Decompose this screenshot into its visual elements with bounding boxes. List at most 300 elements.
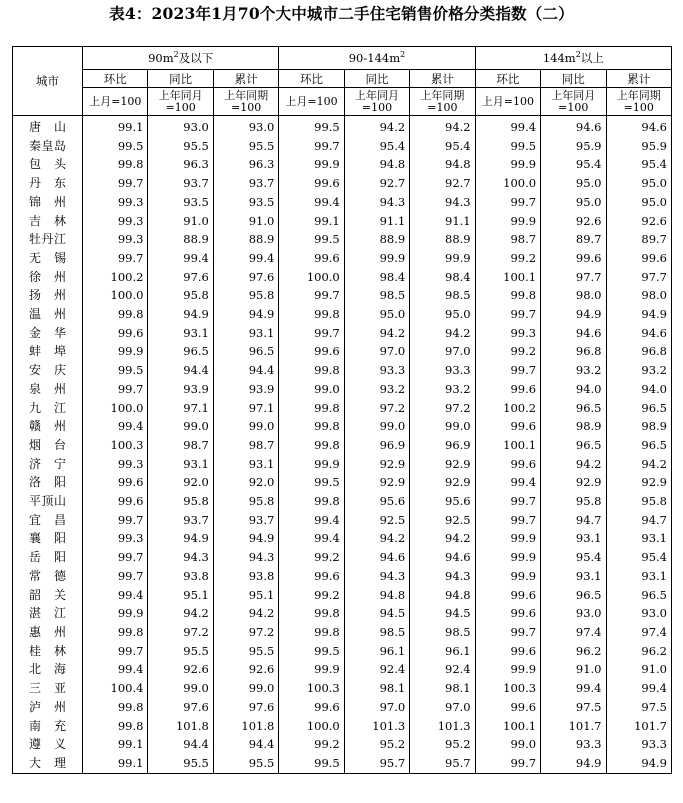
value-cell: 98.4 (410, 268, 475, 287)
value-cell: 99.9 (475, 567, 540, 586)
table-row (13, 679, 672, 698)
value-cell: 97.4 (541, 623, 606, 642)
value-cell: 99.9 (475, 155, 540, 174)
value-cell: 99.8 (279, 417, 344, 436)
value-cell: 96.5 (541, 399, 606, 418)
table-row (13, 324, 672, 343)
value-cell: 95.4 (541, 548, 606, 567)
value-cell: 99.7 (475, 511, 540, 530)
value-cell: 97.6 (213, 698, 278, 717)
table-row (13, 455, 672, 474)
sub-header: 累计 (213, 70, 278, 88)
value-cell: 100.0 (83, 399, 148, 418)
value-cell: 99.9 (410, 249, 475, 268)
value-cell: 95.8 (213, 286, 278, 305)
value-cell: 101.8 (213, 717, 278, 736)
value-cell: 98.5 (344, 623, 409, 642)
city-cell: 桂林 (13, 642, 83, 661)
value-cell: 95.9 (606, 137, 672, 156)
value-cell: 94.2 (410, 116, 475, 137)
value-cell: 92.6 (606, 212, 672, 231)
value-cell: 93.1 (213, 324, 278, 343)
sub-header: 累计 (410, 70, 475, 88)
value-cell: 99.8 (279, 623, 344, 642)
value-cell: 88.9 (148, 230, 213, 249)
value-cell: 99.0 (410, 417, 475, 436)
value-cell: 99.6 (279, 567, 344, 586)
value-cell: 88.9 (344, 230, 409, 249)
value-cell: 99.5 (279, 230, 344, 249)
city-cell: 烟台 (13, 436, 83, 455)
value-cell: 97.6 (213, 268, 278, 287)
value-cell: 92.7 (410, 174, 475, 193)
city-cell: 洛阳 (13, 473, 83, 492)
value-cell: 98.5 (344, 286, 409, 305)
value-cell: 92.0 (148, 473, 213, 492)
value-cell: 99.0 (344, 417, 409, 436)
value-cell: 99.9 (475, 212, 540, 231)
table-row (13, 511, 672, 530)
value-cell: 93.3 (344, 361, 409, 380)
value-cell: 96.8 (606, 342, 672, 361)
value-cell: 98.5 (410, 623, 475, 642)
value-cell: 94.9 (606, 754, 672, 773)
table-row (13, 642, 672, 661)
value-cell: 94.7 (541, 511, 606, 530)
value-cell: 99.6 (475, 604, 540, 623)
value-cell: 92.6 (148, 660, 213, 679)
value-cell: 99.7 (475, 305, 540, 324)
value-cell: 94.9 (148, 529, 213, 548)
value-cell: 92.5 (344, 511, 409, 530)
value-cell: 99.4 (83, 417, 148, 436)
base-header: 上年同期=100 (606, 88, 672, 116)
value-cell: 96.5 (606, 586, 672, 605)
value-cell: 95.7 (344, 754, 409, 773)
value-cell: 99.6 (83, 324, 148, 343)
city-cell: 岳阳 (13, 548, 83, 567)
value-cell: 95.8 (148, 286, 213, 305)
value-cell: 100.1 (475, 268, 540, 287)
value-cell: 99.9 (344, 249, 409, 268)
city-cell: 无锡 (13, 249, 83, 268)
value-cell: 94.9 (541, 754, 606, 773)
table-row (13, 249, 672, 268)
value-cell: 94.3 (410, 567, 475, 586)
value-cell: 99.6 (475, 380, 540, 399)
value-cell: 88.9 (213, 230, 278, 249)
sub-header: 环比 (83, 70, 148, 88)
value-cell: 99.7 (83, 548, 148, 567)
table-body (13, 116, 672, 774)
value-cell: 95.5 (148, 642, 213, 661)
value-cell: 99.4 (83, 586, 148, 605)
value-cell: 91.0 (213, 212, 278, 231)
value-cell: 93.7 (213, 511, 278, 530)
value-cell: 99.0 (213, 679, 278, 698)
value-cell: 95.0 (541, 174, 606, 193)
value-cell: 95.0 (606, 193, 672, 212)
value-cell: 96.5 (541, 586, 606, 605)
value-cell: 97.1 (148, 399, 213, 418)
value-cell: 101.8 (148, 717, 213, 736)
value-cell: 91.1 (344, 212, 409, 231)
value-cell: 94.2 (410, 324, 475, 343)
table-row (13, 380, 672, 399)
value-cell: 95.6 (344, 492, 409, 511)
value-cell: 92.9 (344, 455, 409, 474)
value-cell: 94.9 (541, 305, 606, 324)
value-cell: 99.8 (83, 698, 148, 717)
value-cell: 94.9 (213, 305, 278, 324)
value-cell: 92.6 (213, 660, 278, 679)
base-header: 上年同月=100 (148, 88, 213, 116)
city-cell: 吉林 (13, 212, 83, 231)
value-cell: 93.2 (410, 380, 475, 399)
value-cell: 99.7 (475, 492, 540, 511)
value-cell: 92.9 (606, 473, 672, 492)
value-cell: 97.7 (606, 268, 672, 287)
value-cell: 95.4 (541, 155, 606, 174)
value-cell: 95.5 (148, 754, 213, 773)
value-cell: 99.6 (83, 473, 148, 492)
value-cell: 100.1 (475, 436, 540, 455)
value-cell: 93.7 (148, 511, 213, 530)
table-row (13, 212, 672, 231)
value-cell: 99.4 (279, 529, 344, 548)
value-cell: 93.1 (148, 455, 213, 474)
value-cell: 92.6 (541, 212, 606, 231)
city-cell: 温州 (13, 305, 83, 324)
value-cell: 99.7 (475, 361, 540, 380)
value-cell: 99.8 (83, 623, 148, 642)
value-cell: 97.0 (410, 698, 475, 717)
value-cell: 99.8 (279, 436, 344, 455)
value-cell: 98.5 (410, 286, 475, 305)
value-cell: 93.1 (213, 455, 278, 474)
value-cell: 101.3 (410, 717, 475, 736)
city-cell: 襄阳 (13, 529, 83, 548)
sub-header: 环比 (475, 70, 540, 88)
value-cell: 99.8 (83, 717, 148, 736)
value-cell: 99.6 (279, 342, 344, 361)
value-cell: 99.4 (279, 193, 344, 212)
value-cell: 99.9 (83, 342, 148, 361)
value-cell: 94.3 (213, 548, 278, 567)
value-cell: 94.0 (541, 380, 606, 399)
table-row (13, 286, 672, 305)
table-row (13, 473, 672, 492)
value-cell: 99.8 (279, 361, 344, 380)
value-cell: 95.5 (213, 642, 278, 661)
value-cell: 95.7 (410, 754, 475, 773)
value-cell: 99.6 (541, 249, 606, 268)
city-cell: 扬州 (13, 286, 83, 305)
value-cell: 94.6 (606, 116, 672, 137)
value-cell: 96.9 (410, 436, 475, 455)
value-cell: 94.2 (606, 455, 672, 474)
value-cell: 93.1 (541, 529, 606, 548)
city-cell: 金华 (13, 324, 83, 343)
value-cell: 96.5 (606, 399, 672, 418)
value-cell: 98.7 (148, 436, 213, 455)
value-cell: 95.2 (410, 735, 475, 754)
city-cell: 三亚 (13, 679, 83, 698)
value-cell: 100.0 (475, 174, 540, 193)
value-cell: 97.1 (213, 399, 278, 418)
value-cell: 95.0 (410, 305, 475, 324)
value-cell: 95.2 (344, 735, 409, 754)
value-cell: 94.4 (148, 361, 213, 380)
group-header-large: $144m^2$以上 (475, 47, 671, 70)
value-cell: 95.8 (148, 492, 213, 511)
value-cell: 95.4 (344, 137, 409, 156)
value-cell: 96.1 (344, 642, 409, 661)
value-cell: 99.2 (279, 586, 344, 605)
value-cell: 99.6 (83, 492, 148, 511)
city-cell: 济宁 (13, 455, 83, 474)
city-cell: 常德 (13, 567, 83, 586)
value-cell: 98.7 (475, 230, 540, 249)
table-row (13, 548, 672, 567)
value-cell: 99.7 (475, 623, 540, 642)
value-cell: 99.3 (83, 212, 148, 231)
value-cell: 101.7 (606, 717, 672, 736)
value-cell: 99.7 (83, 511, 148, 530)
city-cell: 锦州 (13, 193, 83, 212)
value-cell: 89.7 (606, 230, 672, 249)
base-header: 上年同期=100 (410, 88, 475, 116)
value-cell: 99.3 (83, 193, 148, 212)
table-row (13, 492, 672, 511)
city-cell: 九江 (13, 399, 83, 418)
value-cell: 98.7 (213, 436, 278, 455)
value-cell: 97.5 (541, 698, 606, 717)
table-row (13, 698, 672, 717)
value-cell: 99.1 (83, 754, 148, 773)
value-cell: 94.8 (344, 155, 409, 174)
table-row (13, 717, 672, 736)
value-cell: 99.7 (279, 286, 344, 305)
value-cell: 93.3 (541, 735, 606, 754)
value-cell: 99.6 (279, 174, 344, 193)
value-cell: 101.7 (541, 717, 606, 736)
city-cell: 秦皇岛 (13, 137, 83, 156)
value-cell: 96.8 (541, 342, 606, 361)
value-cell: 99.7 (279, 324, 344, 343)
value-cell: 94.4 (213, 361, 278, 380)
value-cell: 96.2 (541, 642, 606, 661)
value-cell: 94.2 (213, 604, 278, 623)
value-cell: 93.8 (213, 567, 278, 586)
value-cell: 92.9 (344, 473, 409, 492)
table-row (13, 623, 672, 642)
city-cell: 韶关 (13, 586, 83, 605)
city-cell: 北海 (13, 660, 83, 679)
sub-header: 同比 (541, 70, 606, 88)
value-cell: 99.0 (148, 679, 213, 698)
value-cell: 99.9 (475, 548, 540, 567)
value-cell: 93.8 (148, 567, 213, 586)
table-row (13, 342, 672, 361)
value-cell: 99.4 (279, 511, 344, 530)
value-cell: 94.4 (213, 735, 278, 754)
value-cell: 94.6 (410, 548, 475, 567)
value-cell: 99.2 (279, 548, 344, 567)
value-cell: 100.4 (83, 679, 148, 698)
value-cell: 93.5 (148, 193, 213, 212)
value-cell: 93.5 (213, 193, 278, 212)
value-cell: 94.3 (148, 548, 213, 567)
table-row (13, 268, 672, 287)
table-row (13, 754, 672, 773)
value-cell: 99.4 (606, 679, 672, 698)
value-cell: 91.0 (148, 212, 213, 231)
value-cell: 89.7 (541, 230, 606, 249)
value-cell: 97.7 (541, 268, 606, 287)
value-cell: 99.9 (475, 529, 540, 548)
value-cell: 96.1 (410, 642, 475, 661)
table-row (13, 399, 672, 418)
base-header: 上年同期=100 (213, 88, 278, 116)
value-cell: 99.7 (279, 137, 344, 156)
value-cell: 99.1 (83, 735, 148, 754)
value-cell: 91.0 (606, 660, 672, 679)
value-cell: 99.1 (279, 212, 344, 231)
value-cell: 93.7 (213, 174, 278, 193)
value-cell: 91.0 (541, 660, 606, 679)
value-cell: 100.3 (279, 679, 344, 698)
value-cell: 99.9 (279, 455, 344, 474)
value-cell: 92.0 (213, 473, 278, 492)
value-cell: 99.6 (279, 249, 344, 268)
base-header: 上月=100 (279, 88, 344, 116)
value-cell: 98.4 (344, 268, 409, 287)
value-cell: 97.0 (344, 698, 409, 717)
table-row (13, 567, 672, 586)
value-cell: 95.8 (541, 492, 606, 511)
sub-header: 同比 (148, 70, 213, 88)
value-cell: 99.3 (475, 324, 540, 343)
value-cell: 99.3 (83, 529, 148, 548)
group-header-small: $90m^2$及以下 (83, 47, 279, 70)
value-cell: 94.8 (410, 586, 475, 605)
value-cell: 99.9 (475, 660, 540, 679)
city-cell: 大理 (13, 754, 83, 773)
value-cell: 99.4 (541, 679, 606, 698)
value-cell: 95.0 (541, 193, 606, 212)
value-cell: 94.5 (344, 604, 409, 623)
value-cell: 99.5 (279, 116, 344, 137)
value-cell: 99.3 (83, 455, 148, 474)
value-cell: 99.5 (279, 642, 344, 661)
value-cell: 99.9 (83, 604, 148, 623)
value-cell: 93.9 (148, 380, 213, 399)
value-cell: 94.2 (344, 529, 409, 548)
value-cell: 92.4 (344, 660, 409, 679)
value-cell: 100.0 (83, 286, 148, 305)
value-cell: 94.2 (410, 529, 475, 548)
table-header (13, 47, 672, 116)
value-cell: 99.7 (475, 193, 540, 212)
value-cell: 99.6 (475, 642, 540, 661)
value-cell: 96.3 (213, 155, 278, 174)
city-cell: 湛江 (13, 604, 83, 623)
table-row (13, 604, 672, 623)
value-cell: 100.0 (279, 717, 344, 736)
table-row (13, 529, 672, 548)
city-cell: 泸州 (13, 698, 83, 717)
value-cell: 95.4 (606, 548, 672, 567)
value-cell: 99.4 (475, 473, 540, 492)
value-cell: 97.6 (148, 698, 213, 717)
city-cell: 徐州 (13, 268, 83, 287)
value-cell: 99.8 (83, 155, 148, 174)
city-cell: 丹东 (13, 174, 83, 193)
value-cell: 97.2 (344, 399, 409, 418)
city-cell: 唐山 (13, 116, 83, 137)
table-row (13, 586, 672, 605)
value-cell: 98.0 (606, 286, 672, 305)
value-cell: 97.2 (410, 399, 475, 418)
value-cell: 94.8 (410, 155, 475, 174)
value-cell: 92.4 (410, 660, 475, 679)
base-header: 上年同月=100 (344, 88, 409, 116)
value-cell: 95.0 (606, 174, 672, 193)
value-cell: 97.6 (148, 268, 213, 287)
value-cell: 99.1 (83, 116, 148, 137)
value-cell: 99.2 (475, 342, 540, 361)
value-cell: 92.5 (410, 511, 475, 530)
value-cell: 94.7 (606, 511, 672, 530)
price-index-table (12, 46, 672, 774)
value-cell: 93.1 (541, 567, 606, 586)
value-cell: 98.1 (344, 679, 409, 698)
value-cell: 99.8 (279, 399, 344, 418)
value-cell: 99.6 (475, 455, 540, 474)
value-cell: 93.1 (606, 567, 672, 586)
table-row (13, 361, 672, 380)
city-cell: 泉州 (13, 380, 83, 399)
table-row (13, 155, 672, 174)
value-cell: 96.5 (148, 342, 213, 361)
value-cell: 93.1 (606, 529, 672, 548)
value-cell: 99.8 (83, 305, 148, 324)
city-cell: 蚌埠 (13, 342, 83, 361)
value-cell: 93.0 (606, 604, 672, 623)
value-cell: 96.9 (344, 436, 409, 455)
value-cell: 99.5 (83, 137, 148, 156)
value-cell: 99.0 (213, 417, 278, 436)
value-cell: 99.0 (279, 380, 344, 399)
value-cell: 99.8 (279, 492, 344, 511)
value-cell: 95.9 (541, 137, 606, 156)
value-cell: 93.3 (606, 735, 672, 754)
value-cell: 99.5 (83, 361, 148, 380)
value-cell: 100.1 (475, 717, 540, 736)
value-cell: 98.0 (541, 286, 606, 305)
table-row (13, 735, 672, 754)
value-cell: 93.3 (410, 361, 475, 380)
value-cell: 91.1 (410, 212, 475, 231)
value-cell: 94.6 (344, 548, 409, 567)
sub-header: 同比 (344, 70, 409, 88)
table-row (13, 417, 672, 436)
value-cell: 95.5 (148, 137, 213, 156)
value-cell: 99.5 (475, 137, 540, 156)
city-cell: 平顶山 (13, 492, 83, 511)
value-cell: 94.2 (344, 116, 409, 137)
